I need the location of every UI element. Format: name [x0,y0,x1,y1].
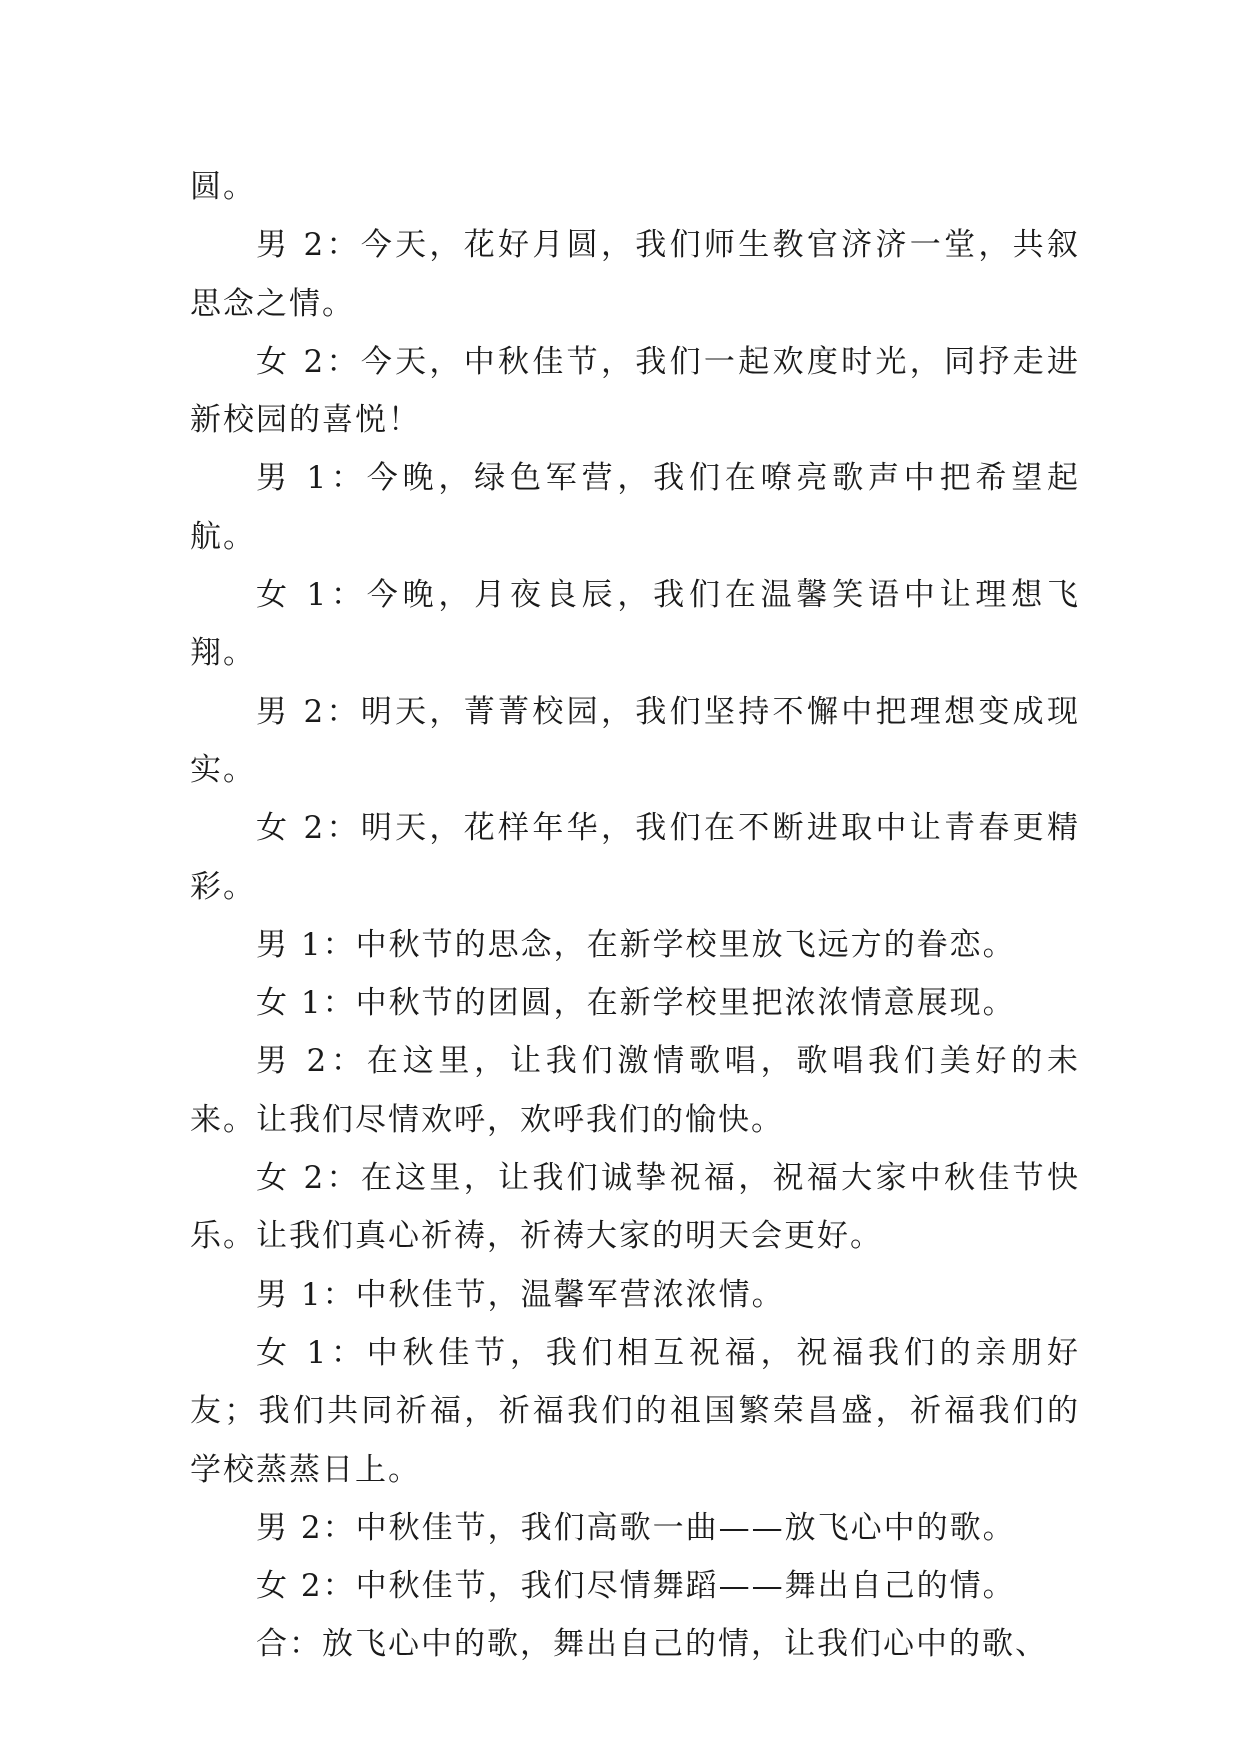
paragraph: 圆。 [190,169,256,205]
paragraph: 男 1：今晚，绿色军营，我们在嘹亮歌声中把希望起航。 [190,460,1080,555]
paragraph: 男 1：中秋佳节，温馨军营浓浓情。 [256,1276,785,1313]
paragraph: 男 2：在这里，让我们激情歌唱，歌唱我们美好的未来。让我们尽情欢呼，欢呼我们的愉快。 [190,1043,1080,1138]
paragraph: 女 2：中秋佳节，我们尽情舞蹈——舞出自己的情。 [256,1568,1016,1605]
paragraph: 女 1：中秋佳节，我们相互祝福，祝福我们的亲朋好友；我们共同祈福，祈福我们的祖国繁荣昌盛，祈福我们的学校蒸蒸日上。 [190,1334,1080,1488]
paragraph: 女 1：中秋节的团圆，在新学校里把浓浓情意展现。 [256,985,1016,1022]
paragraph: 男 2：中秋佳节，我们高歌一曲——放飞心中的歌。 [256,1509,1016,1546]
document-body [190,158,1080,1674]
paragraph: 男 2：明天，菁菁校园，我们坚持不懈中把理想变成现实。 [190,693,1080,788]
paragraph: 女 2：今天，中秋佳节，我们一起欢度时光，同抒走进新校园的喜悦！ [190,343,1080,439]
paragraph: 女 1：今晚，月夜良辰，我们在温馨笑语中让理想飞翔。 [190,577,1080,672]
paragraph: 女 2：明天，花样年华，我们在不断进取中让青春更精彩。 [190,810,1080,905]
paragraph: 男 1：中秋节的思念，在新学校里放飞远方的眷恋。 [256,926,1016,963]
paragraph: 女 2：在这里，让我们诚挚祝福，祝福大家中秋佳节快乐。让我们真心祈祷，祈祷大家的明天会更好。 [190,1160,1080,1255]
paragraph: 合：放飞心中的歌，舞出自己的情，让我们心中的歌、 [256,1626,1048,1663]
paragraph: 男 2：今天，花好月圆，我们师生教官济济一堂，共叙思念之情。 [190,227,1080,322]
